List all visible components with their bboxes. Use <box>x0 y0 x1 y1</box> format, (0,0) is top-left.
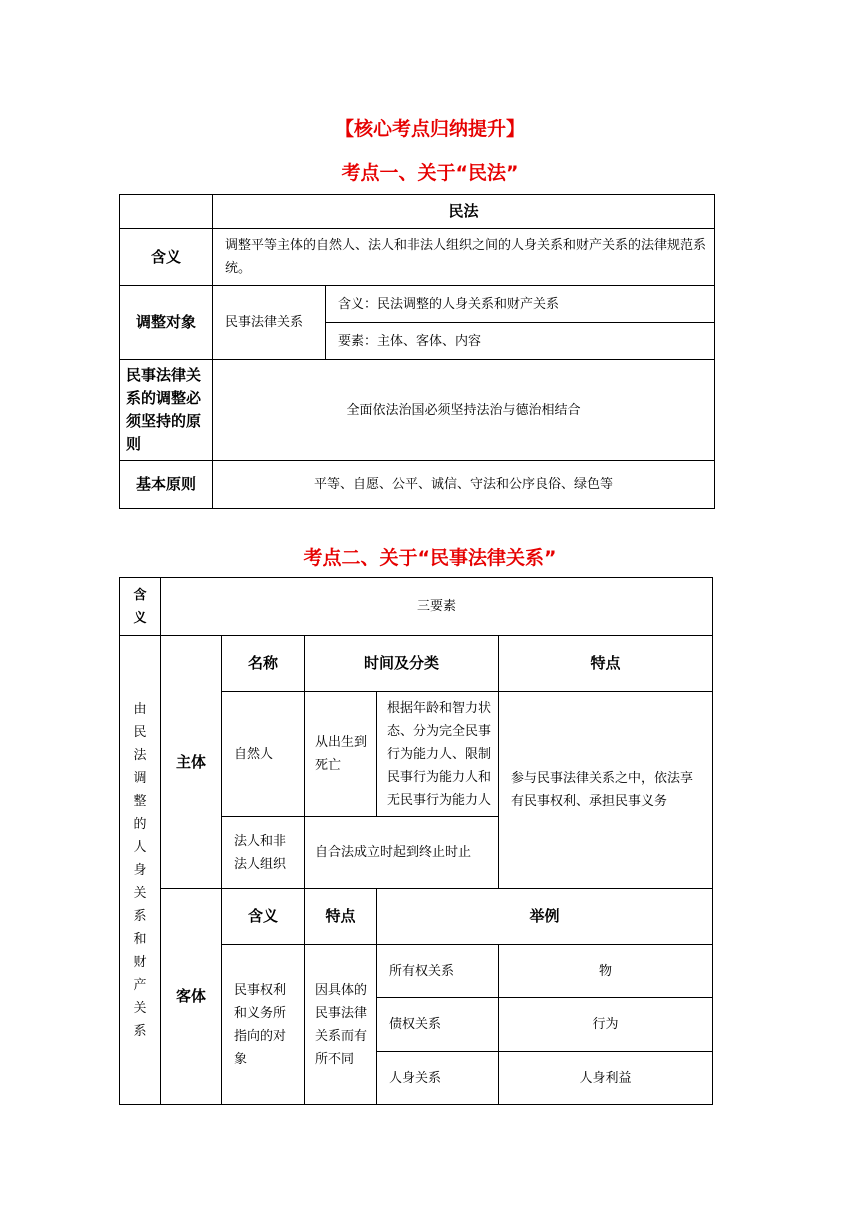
object-feature-text: 因具体的民事法律关系而有所不同 <box>305 945 377 1105</box>
definition-text: 由民法调整的人身关系和财产关系 <box>133 701 147 1039</box>
example-relation-2: 债权关系 <box>377 998 499 1052</box>
natural-person-class: 根据年龄和智力状态、分为完全民事行为能力人、限制民事行为能力人和无民事行为能力人 <box>377 692 499 817</box>
example-object-1: 物 <box>499 945 713 998</box>
natural-person: 自然人 <box>222 692 305 817</box>
example-object-2: 行为 <box>499 998 713 1052</box>
row-label-principle: 民事法律关系的调整必须坚持的原则 <box>120 360 213 461</box>
meaning-text: 调整平等主体的自然人、法人和非法人组织之间的人身关系和财产关系的法律规范系统。 <box>213 229 715 286</box>
legal-person: 法人和非法人组织 <box>222 817 305 889</box>
row-label-meaning: 含义 <box>120 229 213 286</box>
example-relation-1: 所有权关系 <box>377 945 499 998</box>
section1-title: 考点一、关于“民法” <box>341 162 519 184</box>
header-time: 时间及分类 <box>305 636 499 692</box>
empty-corner-cell <box>120 195 213 229</box>
subject-label: 主体 <box>161 636 222 889</box>
object-label: 客体 <box>161 889 222 1105</box>
principle-text: 全面依法治国必须坚持法治与德治相结合 <box>213 360 715 461</box>
section2-title: 考点二、关于“民事法律关系” <box>303 547 557 569</box>
header-object-feature: 特点 <box>305 889 377 945</box>
header-feature: 特点 <box>499 636 713 692</box>
object-meaning-text: 民事权利和义务所指向的对象 <box>222 945 305 1105</box>
header-name: 名称 <box>222 636 305 692</box>
subject-feature: 参与民事法律关系之中，依法享有民事权利、承担民事义务 <box>499 692 713 889</box>
object-meaning: 含义：民法调整的人身关系和财产关系 <box>326 286 715 323</box>
header-example: 举例 <box>377 889 713 945</box>
three-elements-header: 三要素 <box>161 578 713 636</box>
page-heading: 【核心考点归纳提升】 <box>334 118 525 140</box>
row-label-object: 调整对象 <box>120 286 213 360</box>
natural-person-time: 从出生到死亡 <box>305 692 377 817</box>
civil-relation-table <box>119 577 713 1105</box>
civil-law-table <box>119 194 715 509</box>
object-elements: 要素：主体、客体、内容 <box>326 323 715 360</box>
example-relation-3: 人身关系 <box>377 1052 499 1105</box>
legal-person-time: 自合法成立时起到终止时止 <box>305 817 499 889</box>
basic-principles-text: 平等、自愿、公平、诚信、守法和公序良俗、绿色等 <box>213 461 715 509</box>
col-header-civil-law: 民法 <box>213 195 715 229</box>
row-label-basic: 基本原则 <box>120 461 213 509</box>
header-object-meaning: 含义 <box>222 889 305 945</box>
meaning-label: 含义 <box>133 587 147 626</box>
example-object-3: 人身利益 <box>499 1052 713 1105</box>
definition-cell <box>120 636 161 1105</box>
object-sub-label: 民事法律关系 <box>213 286 326 360</box>
meaning-label-cell <box>120 578 161 636</box>
